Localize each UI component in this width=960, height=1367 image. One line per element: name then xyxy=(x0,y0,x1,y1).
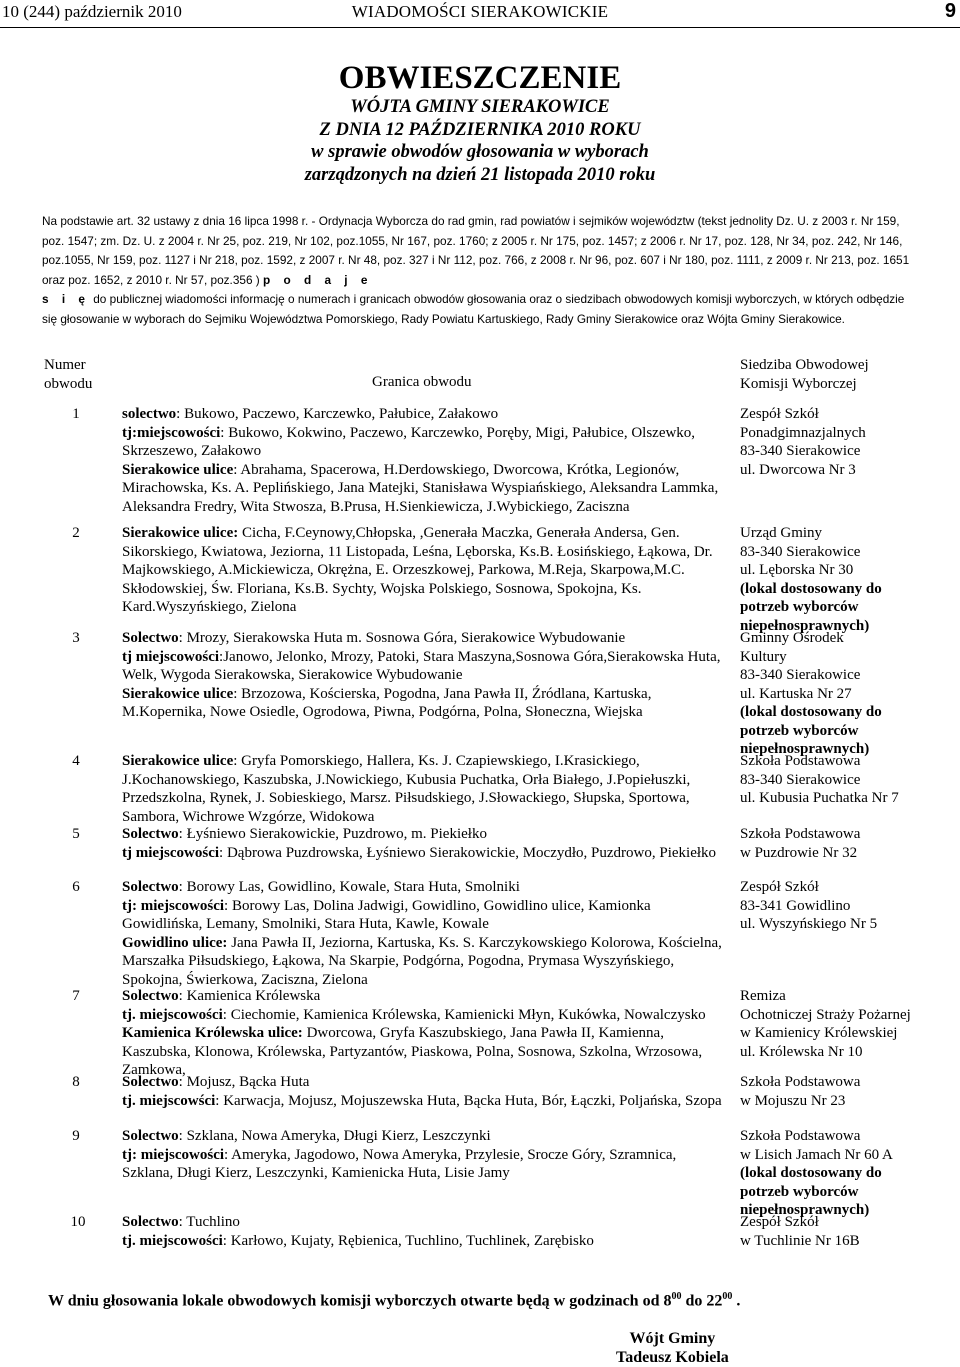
column-header-granica: Granica obwodu xyxy=(372,374,472,390)
seat-line: Szkoła Podstawowa xyxy=(740,753,861,769)
column-header-siedziba xyxy=(740,356,940,393)
signature-role: Wójt Gminy xyxy=(629,1330,716,1347)
commission-seat xyxy=(740,987,955,1061)
commission-seat xyxy=(740,629,955,759)
seat-line: Zespół Szkół xyxy=(740,406,819,422)
district-number: 1 xyxy=(72,406,80,422)
boundary-text: : Brzozowa, Kościerska, Pogodna, Jana Pawła II, Źródlana, Kartuska, M.Kopernika, Nowe Osiedle, Ogrodowa, Piwna, Podgórna, Polna, Słoneczna, Wiejska xyxy=(122,685,652,720)
district-boundary xyxy=(122,629,726,722)
seat-line: ul. Dworcowa Nr 3 xyxy=(740,461,856,478)
boundary-label: tj: miejscowości xyxy=(122,897,225,914)
seat-line: w Tuchlinie Nr 16B xyxy=(740,1232,860,1249)
voting-hours-text: W dniu głosowania lokale obwodowych komisji wyborczych otwarte będą w godzinach od 8 xyxy=(48,1292,672,1310)
issue-label: 10 (244) październik 2010 xyxy=(2,2,182,21)
seat-line: Remiza xyxy=(740,988,786,1004)
accessibility-note: (lokal dostosowany do xyxy=(740,580,882,597)
accessibility-note: potrzeb wyborców xyxy=(740,1183,859,1200)
boundary-label: tj. miejscowści xyxy=(122,1092,216,1109)
commission-seat xyxy=(740,1073,955,1110)
boundary-entry xyxy=(122,934,726,990)
seat-line: Zespół Szkół xyxy=(740,879,819,895)
seat-line: Zespół Szkół xyxy=(740,1214,819,1230)
boundary-text: : Bukowo, Kokwino, Paczewo, Karczewko, Poręby, Migi, Pałubice, Olszewko, Skrzeszewo, Załakowo xyxy=(122,424,696,459)
boundary-entry xyxy=(122,825,726,844)
seat-line: w Lisich Jamach Nr 60 A xyxy=(740,1146,893,1163)
accessibility-note: niepełnosprawnych) xyxy=(740,1202,870,1218)
header-divider xyxy=(0,27,960,28)
boundary-text: : Bukowo, Paczewo, Karczewko, Pałubice, Załakowo xyxy=(176,406,499,422)
boundary-entry xyxy=(122,752,726,826)
boundary-text: : Dąbrowa Puzdrowska, Łyśniewo Sierakowickie, Moczydło, Puzdrowo, Piekiełko xyxy=(219,844,717,861)
boundary-label: tj:miejscowości xyxy=(122,424,221,441)
boundary-text: : Gryfa Pomorskiego, Hallera, Ks. J. Czapiewskiego, I.Krasickiego, J.Kochanowskiego, Kaszubska, J.Nowickiego, Kubusia Puchatka, Orła Białego, J.Popiełuszki, Przedszkolna, Rynek, J. Sobieskiego, Marsz. Piłsudskiego, J.Słowackiego, Słupska, Sportowa, Sambora, Wichrowe Wzgórze, Widokowa xyxy=(122,753,691,825)
boundary-text: : Borowy Las, Gowidlino, Kowale, Stara Huta, Smolniki xyxy=(178,879,520,895)
boundary-text: :Janowo, Jelonko, Mrozy, Patoki, Stara Maszyna,Sosnowa Góra,Sierakowska Huta, Welk, Wygoda Sierakowska, Sierakowice Wybudowanie xyxy=(122,648,721,683)
boundary-entry xyxy=(122,648,726,685)
seat-line: w Mojuszu Nr 23 xyxy=(740,1092,846,1109)
boundary-text: : Tuchlino xyxy=(178,1214,240,1230)
seat-line: 83-340 Sierakowice xyxy=(740,443,861,459)
boundary-entry xyxy=(122,685,726,722)
header-numer-line1: Numer xyxy=(44,357,86,373)
legal-basis-text: Na podstawie art. 32 ustawy z dnia 16 lipca 1998 r. - Ordynacja Wyborcza do rad gmin, rad powiatów i sejmików województw (tekst jednolity Dz. U. z 2003 r. Nr 159, poz. 1547; zm. Dz. U. z 2004 r. Nr 25, poz. 219, Nr 102, poz.1055, Nr 167, poz. 1760; z 2005 r. Nr 175, poz. 1457; z 2006 r. Nr 17, poz. 128, Nr 34, poz. 242, Nr 146, poz.1055, Nr 159, poz. 1127 i Nr 218, poz. 1592, z 2007 r. Nr 48, poz. 327 i Nr 112, poz. 766, z 2008 r. Nr 96, poz. 607 i Nr 180, poz. 1111, z 2009 r. Nr 213, poz. 1651 oraz poz. 1652, z 2010 r. Nr 57, poz.356 ) xyxy=(42,214,910,287)
boundary-label: Solectwo xyxy=(122,1074,179,1090)
boundary-label: Sierakowice ulice xyxy=(122,461,234,478)
boundary-text: : Borowy Las, Dolina Jadwigi, Gowidlino, Gowidlino ulice, Kamionka Gowidlińska, Lemany, Smolniki, Stara Huta, Kawle, Kowale xyxy=(122,897,651,932)
seat-line: 83-340 Sierakowice xyxy=(740,543,861,560)
seat-line: w Puzdrowie Nr 32 xyxy=(740,844,858,861)
district-number: 6 xyxy=(72,879,80,895)
seat-line: ul. Lęborska Nr 30 xyxy=(740,562,854,578)
purpose-text: do publicznej wiadomości informację o numerach i granicach obwodów głosowania oraz o siedzibach obwodowych komisji wyborczych, w których odbędzie się głosowanie w wyborach do Sejmiku Województwa Pomorskiego, Rady Powiatu Kartuskiego, Rady Gminy Sierakowice oraz Wójta Gminy Sierakowice. xyxy=(42,292,905,326)
boundary-label: tj. miejscowości xyxy=(122,1006,223,1023)
boundary-entry xyxy=(122,405,726,424)
seat-line: w Kamienicy Królewskiej xyxy=(740,1025,898,1041)
boundary-entry xyxy=(122,629,726,648)
seat-line: ul. Kubusia Puchatka Nr 7 xyxy=(740,790,899,806)
seat-line: Szkoła Podstawowa xyxy=(740,1074,861,1090)
seat-line: Kultury xyxy=(740,648,787,665)
boundary-label: Solectwo xyxy=(122,1128,179,1144)
end-minutes: 00 xyxy=(722,1291,733,1302)
title-line-3: w sprawie obwodów głosowania w wyborach xyxy=(311,142,649,162)
boundary-entry xyxy=(122,878,726,897)
boundary-entry xyxy=(122,424,726,461)
district-boundary xyxy=(122,752,726,826)
boundary-text: : Ciechomie, Kamienica Królewska, Kamienicki Młyn, Kukówka, Nowalczysko xyxy=(222,1006,706,1023)
seat-line: ul. Kartuska Nr 27 xyxy=(740,685,852,702)
seat-line: ul. Królewska Nr 10 xyxy=(740,1043,863,1060)
boundary-text: : Karłowo, Kujaty, Rębienica, Tuchlino, Tuchlinek, Zarębisko xyxy=(222,1232,594,1249)
boundary-text: : Kamienica Królewska xyxy=(178,988,321,1004)
boundary-entry xyxy=(122,1073,726,1092)
seat-line: Ochotniczej Straży Pożarnej xyxy=(740,1006,911,1023)
commission-seat xyxy=(740,825,955,862)
boundary-label: tj: miejscowości xyxy=(122,1146,225,1163)
boundary-entry xyxy=(122,1024,726,1080)
boundary-label: tj miejscowości xyxy=(122,648,220,665)
district-number: 3 xyxy=(72,630,80,646)
boundary-text: : Szklana, Nowa Ameryka, Długi Kierz, Leszczynki xyxy=(178,1128,491,1144)
publication-title: WIADOMOŚCI SIERAKOWICKIE xyxy=(351,2,609,21)
header-numer-line2: obwodu xyxy=(44,375,93,392)
seat-line: ul. Wyszyńskiego Nr 5 xyxy=(740,916,878,932)
district-number: 7 xyxy=(72,988,80,1004)
boundary-text: : Mrozy, Sierakowska Huta m. Sosnowa Góra, Sierakowice Wybudowanie xyxy=(178,630,626,646)
district-boundary xyxy=(122,1213,726,1250)
seat-line: Szkoła Podstawowa xyxy=(740,1128,861,1144)
district-boundary xyxy=(122,524,726,617)
header-siedziba-line2: Komisji Wyborczej xyxy=(740,375,857,392)
boundary-entry xyxy=(122,461,726,517)
commission-seat xyxy=(740,878,955,934)
title-line-1: WÓJTA GMINY SIERAKOWICE xyxy=(350,97,610,117)
boundary-label: tj miejscowości xyxy=(122,844,220,861)
boundary-label: solectwo xyxy=(122,406,177,422)
boundary-label: Solectwo xyxy=(122,826,179,842)
accessibility-note: niepełnosprawnych) xyxy=(740,741,870,757)
commission-seat xyxy=(740,405,955,479)
podaje-word: p o d a j e xyxy=(263,272,373,287)
district-number: 5 xyxy=(72,826,80,842)
boundary-entry xyxy=(122,1127,726,1146)
announcement-title xyxy=(0,60,960,186)
accessibility-note: niepełnosprawnych) xyxy=(740,617,870,634)
boundary-entry xyxy=(122,897,726,934)
boundary-entry xyxy=(122,1213,726,1232)
district-number: 4 xyxy=(72,753,80,769)
seat-line: Urząd Gminy xyxy=(740,525,823,541)
district-boundary xyxy=(122,1127,726,1183)
boundary-label: Sierakowice ulice xyxy=(122,685,234,702)
boundary-label: tj. miejscowości xyxy=(122,1232,223,1249)
sie-word: s i ę xyxy=(42,292,90,306)
column-header-numer xyxy=(44,356,124,393)
title-line-4: zarządzonych na dzień 21 listopada 2010 roku xyxy=(304,164,656,185)
page-header xyxy=(0,0,960,24)
accessibility-note: (lokal dostosowany do xyxy=(740,1165,882,1181)
boundary-text: : Ameryka, Jagodowo, Nowa Ameryka, Przylesie, Srocze Góry, Szramnica, Szklana, Długi Kierz, Leszczynki, Kamienicka Huta, Lisie Jamy xyxy=(122,1146,677,1181)
commission-seat xyxy=(740,524,955,635)
header-siedziba-line1: Siedziba Obwodowej xyxy=(740,357,869,373)
district-boundary xyxy=(122,987,726,1080)
district-number: 8 xyxy=(72,1074,80,1090)
start-minutes: 00 xyxy=(671,1291,682,1302)
boundary-label: Solectwo xyxy=(122,879,179,895)
seat-line: 83-340 Sierakowice xyxy=(740,667,861,683)
accessibility-note: (lokal dostosowany do xyxy=(740,704,882,720)
accessibility-note: potrzeb wyborców xyxy=(740,599,859,615)
boundary-entry xyxy=(122,1092,726,1111)
seat-line: Szkoła Podstawowa xyxy=(740,826,861,842)
boundary-entry xyxy=(122,524,726,617)
voting-hours-to: do 22 xyxy=(681,1292,723,1310)
boundary-label: Kamienica Królewska ulice: xyxy=(122,1025,303,1041)
seat-line: 83-341 Gowidlino xyxy=(740,897,851,914)
district-boundary xyxy=(122,878,726,989)
title-line-2: Z DNIA 12 PAŹDZIERNIKA 2010 ROKU xyxy=(319,119,641,140)
voting-hours-note xyxy=(48,1291,740,1310)
voting-hours-end: . xyxy=(732,1292,741,1310)
commission-seat xyxy=(740,1127,955,1220)
district-number: 9 xyxy=(72,1128,80,1144)
district-number: 2 xyxy=(72,525,80,541)
boundary-text: : Abrahama, Spacerowa, H.Derdowskiego, Dworcowa, Krótka, Legionów, Mirachowska, Ks. A. Peplińskiego, Jana Matejki, Stanisława Wyspiańskiego, Aleksandra Lammka, Aleksandra Fredry, Wita Stwosza, B.Prusa, H.Sienkiewicza, J.Wybickiego, Zaciszna xyxy=(122,461,719,515)
seat-line: Gminny Ośrodek xyxy=(740,630,844,646)
boundary-label: Gowidlino ulice: xyxy=(122,934,228,951)
boundary-text: : Karwacja, Mojusz, Mojuszewska Huta, Bącka Huta, Bór, Łączki, Poljańska, Szopa xyxy=(215,1092,722,1109)
district-boundary xyxy=(122,1073,726,1110)
boundary-entry xyxy=(122,844,726,863)
commission-seat xyxy=(740,752,955,808)
main-title: OBWIESZCZENIE xyxy=(338,60,622,96)
accessibility-note: potrzeb wyborców xyxy=(740,722,859,739)
legal-basis-paragraph xyxy=(42,212,922,329)
boundary-text: : Łyśniewo Sierakowickie, Puzdrowo, m. Piekiełko xyxy=(178,826,487,842)
boundary-entry xyxy=(122,1232,726,1251)
signature-block xyxy=(616,1329,729,1367)
boundary-text: Dworcowa, Gryfa Kaszubskiego, Jana Pawła II, Kamienna, Kaszubska, Klonowa, Królewska, Partyzantów, Piaskowa, Polna, Sosnowa, Szkolna, Wrzosowa, Zamkowa, xyxy=(122,1025,703,1078)
district-boundary xyxy=(122,825,726,862)
boundary-text: Jana Pawła II, Jeziorna, Kartuska, Ks. S. Karczykowskiego Kolorowa, Kościelna, Marszałka Piłsudskiego, Łąkowa, Na Skarpie, Podgórna, Pogodna, Prymasa Wyszyńskiego, Spokojna, Świerkowa, Zaciszna, Zielona xyxy=(122,934,722,988)
boundary-label: Solectwo xyxy=(122,630,179,646)
boundary-entry xyxy=(122,987,726,1006)
district-boundary xyxy=(122,405,726,516)
boundary-text: Cicha, F.Ceynowy,Chłopska, ,Generała Maczka, Generała Andersa, Gen. Sikorskiego, Kwiatowa, Jeziorna, 11 Listopada, Leśna, Lęborska, Ks.B. Łosińskiego, Łąkowa, Dr. Majkowskiego, A.Mickiewicza, Okrężna, E. Orzeszkowej, Parkowa, M.Reja, Skarpowa,M.C. Skłodowskiej, Św. Floriana, Ks.B. Sychty, Wojska Polskiego, Sosnowa, Spokojna, Ks. Kard.Wyszyńskiego, Zielona xyxy=(122,525,713,615)
boundary-entry xyxy=(122,1146,726,1183)
seat-line: Ponadgimnazjalnych xyxy=(740,424,866,441)
commission-seat xyxy=(740,1213,955,1250)
boundary-label: Solectwo xyxy=(122,1214,179,1230)
seat-line: 83-340 Sierakowice xyxy=(740,771,861,788)
signature-name: Tadeusz Kobiela xyxy=(616,1349,729,1366)
district-number: 10 xyxy=(70,1214,86,1230)
boundary-entry xyxy=(122,1006,726,1025)
page-number: 9 xyxy=(944,0,956,22)
boundary-label: Sierakowice ulice xyxy=(122,753,234,769)
boundary-label: Sierakowice ulice: xyxy=(122,525,239,541)
boundary-text: : Mojusz, Bącka Huta xyxy=(178,1074,310,1090)
boundary-label: Solectwo xyxy=(122,988,179,1004)
